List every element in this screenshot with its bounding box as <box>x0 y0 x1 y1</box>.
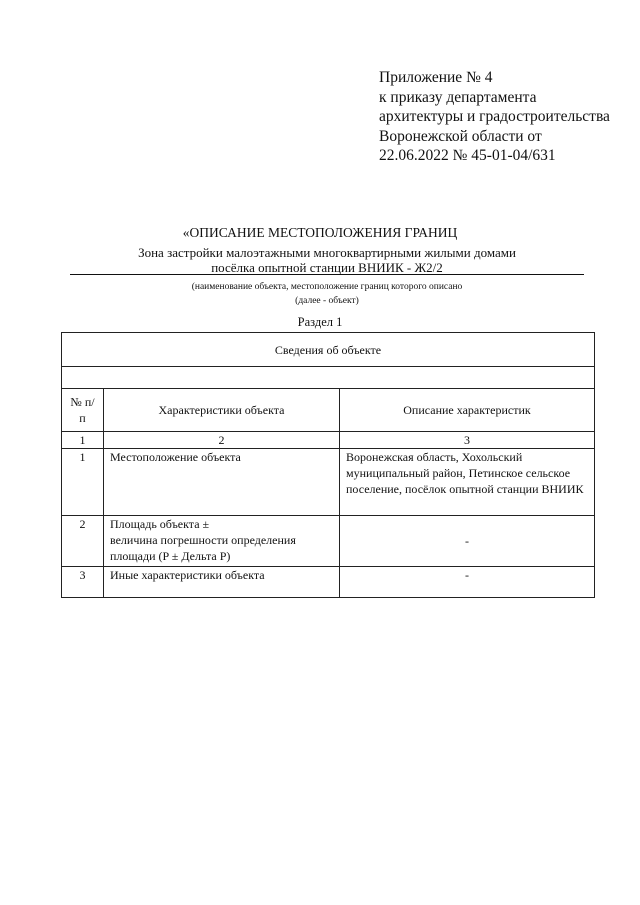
row-num: 1 <box>62 449 104 516</box>
document-title: «ОПИСАНИЕ МЕСТОПОЛОЖЕНИЯ ГРАНИЦ <box>182 225 458 240</box>
row-description: Воронежская область, Хохольский муниципальный район, Петинское сельское поселение, посёлок опытной станции ВНИИК <box>340 449 595 516</box>
annex-line: Приложение № 4 <box>379 69 493 86</box>
annex-line: Воронежской области от <box>379 127 542 145</box>
table-row <box>62 567 595 598</box>
object-name <box>70 245 584 275</box>
object-name-line2: посёлка опытной станции ВНИИК - Ж2/2 <box>211 260 443 275</box>
annex-line: архитектуры и градостроительства <box>379 108 610 125</box>
note-line2: (далее - объект) <box>295 296 359 306</box>
table-caption: Сведения об объекте <box>62 333 595 367</box>
row-characteristic <box>104 516 340 567</box>
column-number: 1 <box>62 432 104 449</box>
row-characteristic-line: Площадь объекта ± <box>110 517 210 531</box>
row-characteristic-line: величина погрешности определения <box>110 533 296 547</box>
header-characteristics: Характеристики объекта <box>104 389 340 432</box>
row-characteristic: Местоположение объекта <box>104 449 340 516</box>
row-num: 3 <box>62 567 104 598</box>
row-description: - <box>340 516 595 567</box>
section-heading: Раздел 1 <box>297 315 343 329</box>
row-num: 2 <box>62 516 104 567</box>
row-description: - <box>340 567 595 598</box>
note-line1: (наименование объекта, местоположение границ которого описано <box>191 282 463 292</box>
row-characteristic: Иные характеристики объекта <box>104 567 340 598</box>
table-row <box>62 516 595 567</box>
annex-line: 22.06.2022 № 45-01-04/631 <box>379 147 556 164</box>
column-number: 2 <box>104 432 340 449</box>
object-name-note <box>70 280 584 308</box>
column-number: 3 <box>340 432 595 449</box>
annex-line: к приказу департамента <box>379 88 537 106</box>
annex-block <box>379 68 610 166</box>
empty-row <box>62 367 595 389</box>
header-description: Описание характеристик <box>340 389 595 432</box>
table-row <box>62 449 595 516</box>
object-name-line1: Зона застройки малоэтажными многоквартирными жилыми домами <box>138 245 516 260</box>
header-num <box>62 389 104 432</box>
object-info-table <box>61 332 595 598</box>
row-characteristic-line: площади (P ± Дельта P) <box>110 549 231 563</box>
underline-divider <box>70 274 584 275</box>
header-num-label: № п/п <box>70 395 95 425</box>
